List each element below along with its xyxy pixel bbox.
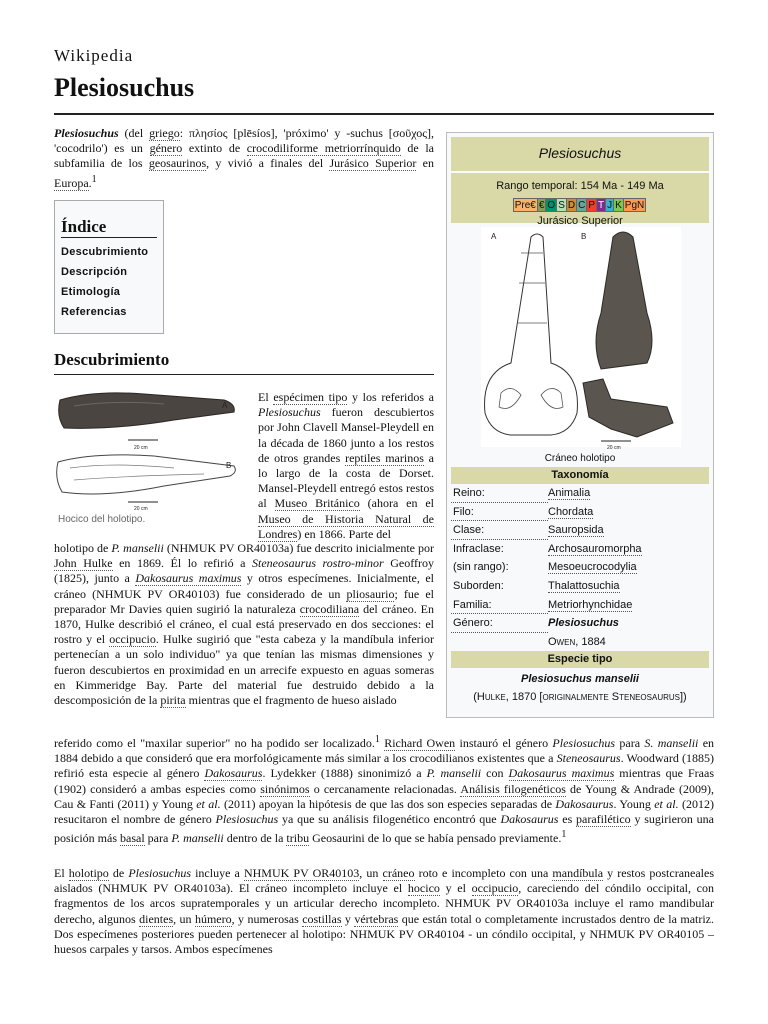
skull-drawing — [451, 223, 709, 449]
link-especimen-tipo[interactable]: espécimen tipo — [273, 390, 348, 404]
page-title: Plesiosuchus — [54, 73, 195, 102]
paragraph-discovery-part2: holotipo de P. manselii (NHMUK PV OR40103a) fue descrito inicialmente por John Hulke en 1869. Él lo refirió a Steneosaurus rostro-minor Geoffroy (1825), junto a Dakosaurus maximus y otros especímenes. Inicialmente, el cráneo (NHMUK PV OR40103) fue considerado de un pliosaurio; fue el preparador Mr Davies quien sugirió la naturaleza crocodiliana del cráneo. En 1870, Hulke describió el cráneo, el cual está preservado en dos secciones: el rostro y el occipucio. Hulke sugirió que "esta cabeza y la mandíbula inferior pertenecían a un solo individuo" ya que tenían las mismas dimensiones y fueron descubiertos en proximidad en un arrecife expuesto en aguas someras en Kimmeridge Bay. Parte del material fue destruido debido a la descomposición de la pirita mientras que el fragmento de hueso aislado — [54, 541, 435, 708]
taxonomy-header: Taxonomía — [451, 467, 709, 484]
image-caption: Cráneo holotipo — [544, 453, 616, 464]
period-devonian[interactable]: D — [567, 200, 576, 212]
link-crocodiliforme[interactable]: crocodiliforme metriorrínquido — [246, 141, 401, 156]
taxon-row-familia — [451, 596, 709, 615]
section-heading-descubrimiento: Descubrimiento — [54, 350, 170, 369]
link-dientes[interactable]: dientes — [139, 911, 174, 926]
link-vertebras[interactable]: vértebras — [354, 911, 399, 926]
taxon-link[interactable]: Archosauromorpha — [548, 542, 642, 555]
infobox — [446, 132, 714, 718]
link-pliosaurio[interactable]: pliosaurio — [346, 586, 395, 601]
taxon-row-infraclase — [451, 540, 709, 559]
link-geosaurinos[interactable]: geosaurinos — [148, 156, 207, 171]
timescale-bar — [451, 198, 709, 212]
taxon-row-reino — [451, 484, 709, 503]
period-cretaceous[interactable]: K — [615, 200, 622, 212]
toc-title: Índice — [61, 219, 157, 238]
temporal-range — [451, 173, 709, 228]
link-occipucio-2[interactable]: occipucio — [471, 881, 519, 896]
rank-label[interactable]: Género: — [451, 614, 548, 633]
ref-link[interactable]: 1 — [374, 734, 380, 745]
type-species-author: (Hulke, 1870 [originalmente Steneosaurus]) — [473, 690, 687, 703]
skull-label-a: A — [491, 232, 497, 241]
link-richard-owen[interactable]: Richard Owen — [384, 736, 456, 750]
period-ordovician[interactable]: O — [547, 200, 556, 212]
snout-figure[interactable] — [54, 386, 252, 526]
period-triassic[interactable]: T — [598, 200, 605, 212]
range-label: Rango temporal: 154 Ma - 149 Ma — [496, 180, 664, 192]
taxon-link[interactable]: Metriorhynchidae — [548, 598, 633, 611]
rank-label: Suborden: — [453, 579, 504, 592]
holotype-skull-image[interactable] — [451, 223, 709, 464]
link-tribu[interactable]: tribu — [286, 831, 310, 846]
intro-term: Plesiosuchus — [54, 126, 119, 140]
link-nhmuk[interactable]: NHMUK PV OR40103 — [243, 866, 360, 880]
fig-scale-a: 20 cm — [134, 445, 148, 451]
rank-label: Infraclase: — [453, 542, 504, 555]
paragraph-discovery-part3: referido como el "maxilar superior" no ha podido ser localizado.$^1$ Richard Owen instauró el género Plesiosuchus para S. manselii en 1884 debido a que consideró que era morfológicamente más similar a los crocodilianos existentes que a Steneosaurus. Woodward (1885) refirió esta especie al género Dakosaurus. Lydekker (1888) sinonimizó a P. manselii con Dakosaurus maximus mientras que Fraas (1902) consideró a ambas especies como sinónimos o cercanamente relacionadas. Análisis filogenéticos de Young & Andrade (2009), Cau & Fanti (2011) y Young et al. (2011) apoyan la hipótesis de que las dos son especies separadas de Dakosaurus. Young et al. (2012) resucitaron el nombre de género Plesiosuchus ya que su análisis filogenético encontró que Dakosaurus es parafilético y sugirieron una posición más basal para P. manselii dentro de la tribu Geosaurini de lo que se había pensado previamente.$^1$ — [54, 734, 715, 846]
taxon-link[interactable]: Thalattosuchia — [548, 579, 620, 592]
link-griego[interactable]: griego — [149, 126, 180, 140]
toc-item-etimologia[interactable]: Etimología — [61, 286, 121, 299]
link-hocico[interactable]: hocico — [407, 881, 440, 896]
taxon-link[interactable]: Chordata — [548, 505, 594, 518]
period-jurassic[interactable]: J — [607, 200, 613, 212]
period-label: Jurásico Superior — [537, 215, 623, 228]
link-europa[interactable]: Europa — [54, 175, 89, 190]
toc-item-descubrimiento[interactable]: Descubrimiento — [61, 246, 149, 259]
ref-link[interactable]: 1 — [91, 173, 97, 185]
link-basal[interactable]: basal — [120, 831, 145, 846]
rank-label: (sin rango): — [453, 561, 509, 574]
link-mandibula[interactable]: mandíbula — [552, 866, 604, 880]
link-holotipo[interactable]: holotipo — [68, 866, 109, 880]
skull-label-b: B — [581, 232, 587, 241]
link-reptiles-marinos[interactable]: reptiles marinos — [345, 450, 424, 465]
link-dakosaurus-maximus-2[interactable]: Dakosaurus maximus — [508, 766, 615, 781]
link-occipucio[interactable]: occipucio — [109, 632, 156, 647]
link-dakosaurus[interactable]: Dakosaurus — [204, 766, 263, 781]
intro-paragraph: Plesiosuchus (del griego: πλησίος [plēsíos], 'próximo' y -suchus [σοῦχος], 'cocodrilo') es un género extinto de crocodiliforme metriorrínquido de la subfamilia de los geosaurinos, y vivió a finales del Jurásico Superior en Europa.$^1$ — [54, 126, 435, 190]
infobox-title: Plesiosuchus — [451, 137, 709, 171]
link-genero[interactable]: género — [149, 141, 183, 156]
rank-label[interactable]: Filo: — [451, 503, 548, 522]
link-pirita[interactable]: pirita — [160, 693, 186, 708]
type-species-header: Especie tipo — [451, 651, 709, 668]
taxon-link[interactable]: Animalia — [548, 487, 591, 499]
link-museo-historia-natural[interactable]: Museo de Historia Natural de Londres — [258, 511, 434, 541]
genus-author: Owen, 1884 — [548, 635, 606, 648]
fig-label-a: A — [222, 401, 228, 410]
link-museo-britanico[interactable]: Museo Británico — [274, 496, 360, 511]
wikipedia-wordmark[interactable]: Wikipedia — [54, 46, 134, 65]
skull-scale: 20 cm — [607, 445, 621, 449]
ref-link[interactable]: 1 — [561, 829, 567, 841]
toc-item-descripcion[interactable]: Descripción — [61, 266, 128, 279]
link-jurasico[interactable]: Jurásico Superior — [329, 156, 417, 171]
rank-label[interactable]: Reino: — [451, 484, 548, 503]
taxon-row-clase — [451, 521, 709, 540]
fig-scale-b: 20 cm — [134, 506, 148, 510]
period-prec[interactable]: Pre€ — [514, 200, 536, 212]
link-sinonimos[interactable]: sinónimos — [260, 781, 310, 796]
figure-caption: Hocico del holotipo. — [58, 514, 146, 525]
section-divider — [54, 374, 434, 375]
genus-name: Plesiosuchus — [548, 617, 619, 630]
snout-fossil-image — [54, 386, 252, 510]
table-of-contents — [54, 200, 164, 334]
taxon-link[interactable]: Mesoeucrocodylia — [548, 561, 637, 574]
rank-label[interactable]: Clase: — [451, 521, 548, 540]
type-species-name: Plesiosuchus manselii — [521, 673, 639, 686]
period-paleogene-neogene[interactable]: PgN — [624, 200, 645, 212]
link-costillas[interactable]: costillas — [302, 911, 342, 926]
period-carboniferous[interactable]: C — [578, 200, 586, 212]
taxon-row-sin-rango — [451, 558, 709, 577]
link-analisis-filogeneticos[interactable]: Análisis filogenéticos — [460, 781, 566, 796]
taxon-row-suborden — [451, 577, 709, 596]
period-silurian[interactable]: S — [558, 200, 565, 212]
link-john-hulke[interactable]: John Hulke — [54, 556, 113, 571]
link-parafiletico[interactable]: parafilético — [576, 812, 631, 827]
link-dakosaurus-maximus[interactable]: Dakosaurus maximus — [135, 571, 242, 586]
period-cambrian[interactable]: € — [538, 200, 545, 212]
link-humero[interactable]: húmero — [194, 911, 232, 926]
period-permian[interactable]: P — [588, 200, 596, 212]
genus-author-row — [451, 633, 709, 652]
taxon-row-filo — [451, 503, 709, 522]
link-craneo[interactable]: cráneo — [382, 866, 415, 880]
taxon-link[interactable]: Sauropsida — [548, 524, 604, 537]
rank-label[interactable]: Familia: — [451, 596, 548, 615]
paragraph-holotype: El holotipo de Plesiosuchus incluye a NHMUK PV OR40103, un cráneo roto e incompleto con una mandíbula y restos postcraneales aislados (NHMUK PV OR40103a). El cráneo incompleto incluye el hocico y el occipucio, careciendo del cóndilo occipital, con fragmentos de los arcos supratemporales y un articular derecho incompleto. NHMUK PV OR40103a incluye el ramo mandibular derecho, algunos dientes, un húmero, y numerosas costillas y vértebras que están total o completamente incrustados dentro de la matriz. Dos especímenes posteriores pueden pertenecer al holotipo: NHMUK PV OR40104 - un cóndilo occipital, y NHMUK PV OR40105 – huesos carpales y tarsos. Ambos especímenes — [54, 866, 715, 957]
fig-label-b: B — [226, 461, 232, 470]
paragraph-discovery-part1: El espécimen tipo y los referidos a Plesiosuchus fueron descubiertos por John Clavell Mansel-Pleydell en la década de 1860 junto a los restos de otros grandes reptiles marinos a lo largo de la costa de Dorset. Mansel-Pleydell entregó estos restos al Museo Británico (ahora en el Museo de Historia Natural de Londres) en 1866. Parte del — [258, 390, 435, 541]
taxon-row-genero — [451, 614, 709, 633]
toc-item-referencias[interactable]: Referencias — [61, 306, 127, 319]
title-divider — [54, 113, 714, 115]
link-crocodiliana[interactable]: crocodiliana — [299, 601, 360, 616]
